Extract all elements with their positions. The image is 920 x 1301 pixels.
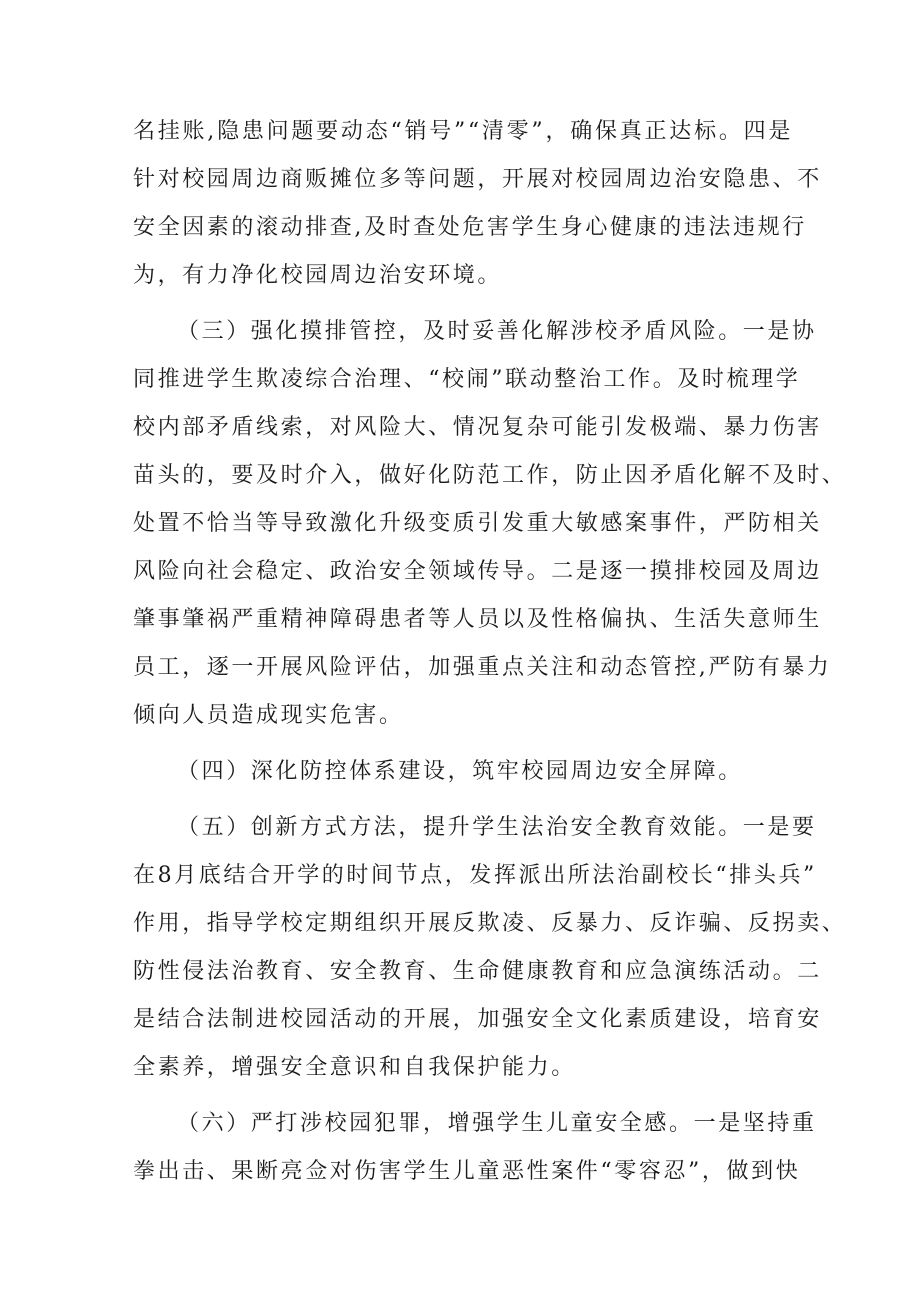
paragraph — [133, 1100, 817, 1196]
text-line: 拳出击、果断亮佥对伤害学生儿童恶性案件“零容忍”，做到快 — [133, 1159, 801, 1184]
text-line: 处置不恰当等导致激化升级变质引发重大敏感案事件，严防相关 — [133, 511, 822, 536]
paragraph — [133, 108, 822, 300]
section-heading-line: （四）深化防控体系建设，筑牢校园周边安全屏障。 — [177, 759, 743, 784]
text-line: 作用，指导学校定期组织开展反欺凌、反暴力、反诈骗、反拐卖、 — [133, 911, 847, 936]
text-line: 风险向社会稳定、政治安全领域传导。二是逐一摸排校园及周边 — [133, 559, 822, 584]
paragraph — [133, 804, 847, 1092]
text-line: 防性侵法治教育、安全教育、生命健康教育和应急演练活动。二 — [133, 959, 822, 984]
text-line: 全素养，增强安全意识和自我保护能力。 — [133, 1055, 576, 1080]
document-body — [133, 108, 847, 1196]
paragraph — [133, 308, 847, 740]
text-line: 校内部矛盾线索，对风险大、情况复杂可能引发极端、暴力伤害 — [133, 415, 822, 440]
paragraph — [133, 748, 793, 796]
text-line: 针对校园周边商贩摊位多等问题，开展对校园周边治安隐患、不 — [133, 167, 822, 192]
text-line: 倾向人员造成现实危害。 — [133, 703, 404, 728]
section-heading-line: （六）严打涉校园犯罪，增强学生儿童安全感。一是坚持重 — [177, 1111, 817, 1136]
text-line: 肇事肇祸严重精神障碍患者等人员以及性格偏执、生活失意师生 — [133, 607, 822, 632]
section-heading-line: （五）创新方式方法，提升学生法治安全教育效能。一是要 — [177, 815, 817, 840]
text-line: 为，有力净化校园周边治安环境。 — [133, 263, 503, 288]
section-heading-line: （三）强化摸排管控，及时妥善化解涉校矛盾风险。一是协 — [177, 319, 817, 344]
text-line: 是结合法制进校园活动的开展，加强安全文化素质建设，培育安 — [133, 1007, 822, 1032]
text-line: 名挂账,隐患问题要动态“销号”“清零”，确保真正达标。四是 — [133, 119, 793, 144]
text-line: 同推进学生欺凌综合治理、“校闹”联动整治工作。及时梳理学 — [133, 367, 801, 392]
text-line: 员工，逐一开展风险评估，加强重点关注和动态管控,严防有暴力 — [133, 655, 832, 680]
text-line: 苗头的，要及时介入，做好化防范工作，防止因矛盾化解不及时、 — [133, 463, 847, 488]
text-line: 在8月底结合开学的时间节点，发挥派出所法治副校长“排头兵” — [133, 863, 817, 888]
text-line: 安全因素的滚动排查,及时查处危害学生身心健康的违法违规行 — [133, 215, 807, 240]
